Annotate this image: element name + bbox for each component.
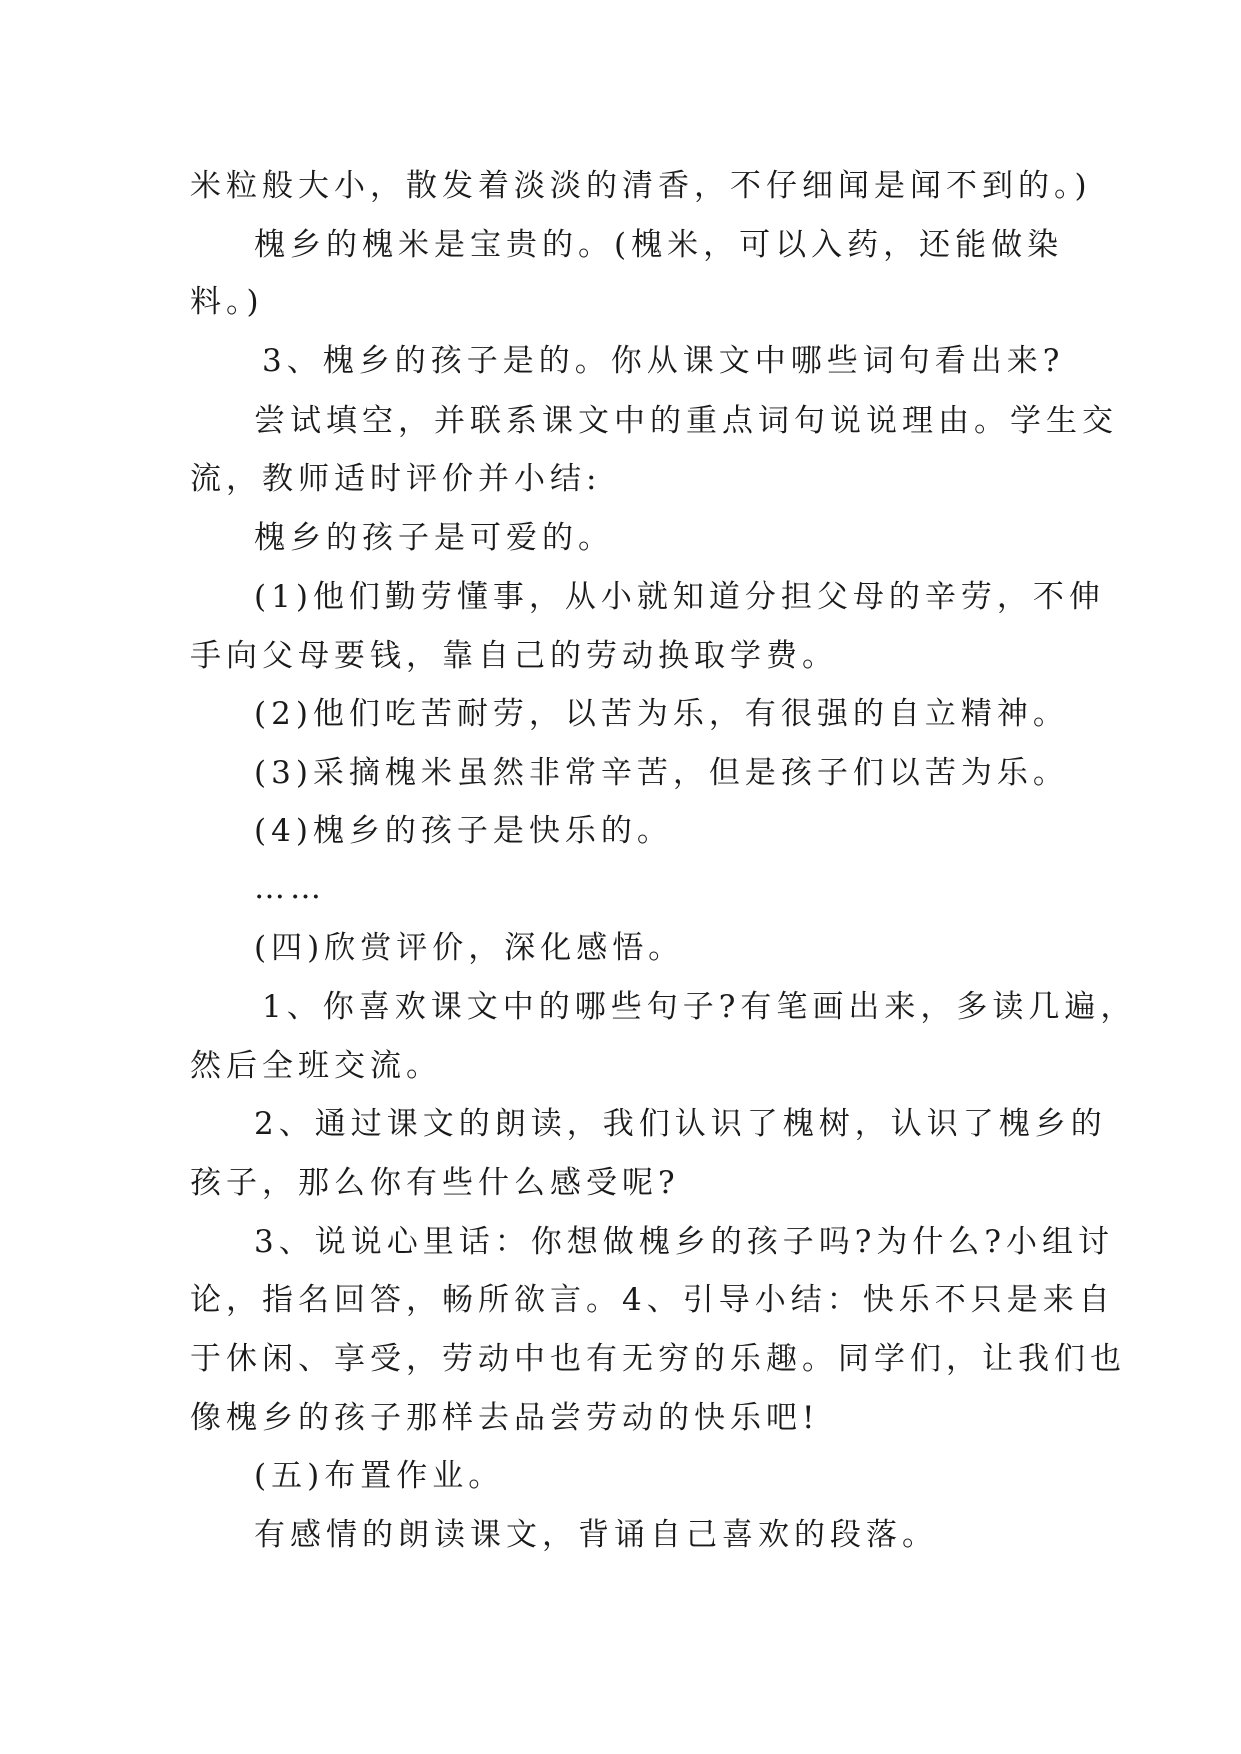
text-line: 1、你喜欢课文中的哪些句子?有笔画出来，多读几遍， (262, 989, 1137, 1025)
text-line: 然后全班交流。 (190, 1048, 442, 1084)
text-line: 流，教师适时评价并小结: (190, 461, 602, 497)
text-line: (3)采摘槐米虽然非常辛苦，但是孩子们以苦为乐。 (254, 755, 1069, 791)
text-line: 于休闲、享受，劳动中也有无穷的乐趣。同学们，让我们也 (190, 1341, 1126, 1377)
text-line: 孩子，那么你有些什么感受呢? (190, 1165, 680, 1201)
text-line: (2)他们吃苦耐劳，以苦为乐，有很强的自立精神。 (254, 696, 1069, 732)
text-line: 米粒般大小，散发着淡淡的清香，不仔细闻是闻不到的。) (190, 168, 1092, 204)
text-line: 3、说说心里话：你想做槐乡的孩子吗?为什么?小组讨 (254, 1224, 1114, 1260)
text-line: 料。) (190, 284, 264, 320)
text-line: 3、槐乡的孩子是的。你从课文中哪些词句看出来? (262, 343, 1065, 379)
text-line: 2、通过课文的朗读，我们认识了槐树，认识了槐乡的 (254, 1106, 1107, 1142)
text-line: (4)槐乡的孩子是快乐的。 (254, 813, 673, 849)
text-line: 手向父母要钱，靠自己的劳动换取学费。 (190, 638, 838, 674)
text-line: (四)欣赏评价，深化感悟。 (254, 930, 685, 966)
text-line: 槐乡的槐米是宝贵的。(槐米，可以入药，还能做染 (254, 227, 1064, 263)
text-line: 槐乡的孩子是可爱的。 (254, 520, 614, 556)
text-line: (1)他们勤劳懂事，从小就知道分担父母的辛劳，不伸 (254, 579, 1105, 615)
text-line: 像槐乡的孩子那样去品尝劳动的快乐吧! (190, 1400, 820, 1436)
text-line: 尝试填空，并联系课文中的重点词句说说理由。学生交 (254, 403, 1118, 439)
text-line: 有感情的朗读课文，背诵自己喜欢的段落。 (254, 1517, 938, 1553)
text-line: (五)布置作业。 (254, 1458, 505, 1494)
text-line: …… (254, 870, 326, 906)
text-line: 论，指名回答，畅所欲言。4、引导小结：快乐不只是来自 (190, 1282, 1115, 1318)
